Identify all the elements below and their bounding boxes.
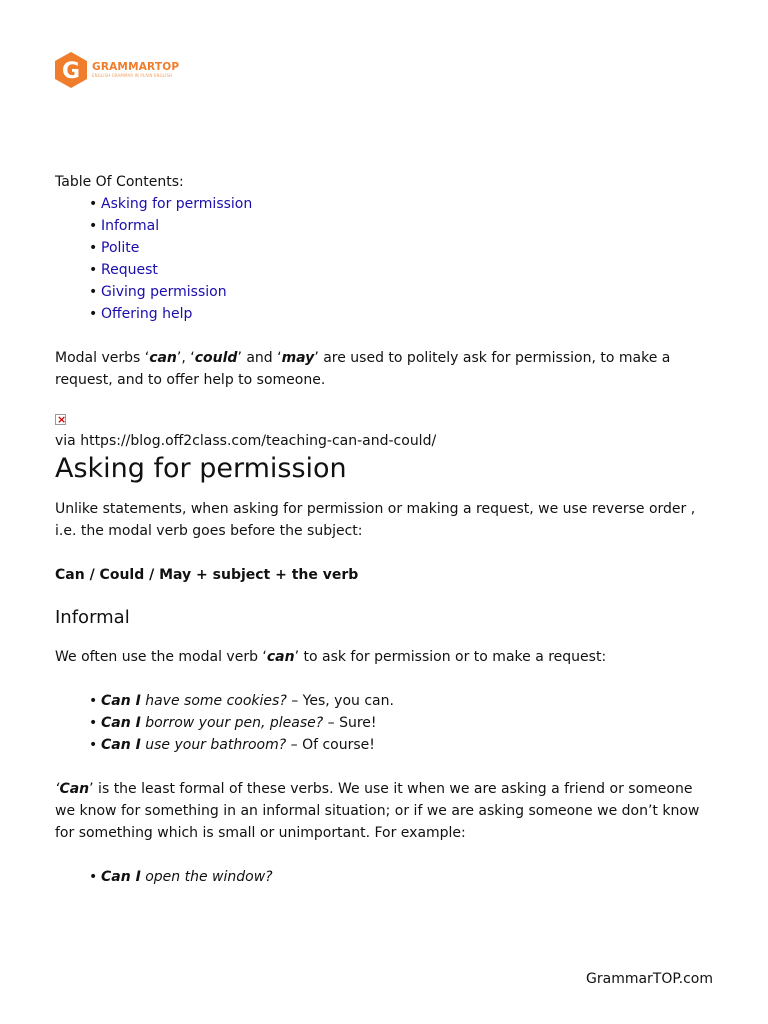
heading-asking-for-permission: Asking for permission bbox=[55, 453, 347, 484]
logo-letter: G bbox=[61, 59, 81, 84]
table-of-contents bbox=[55, 193, 715, 325]
list-item: • Can I use your bathroom? – Of course! bbox=[101, 734, 715, 756]
list-item: • Can I open the window? bbox=[101, 866, 715, 888]
can-formality-paragraph: ‘Can’ is the least formal of these verbs. We use it when we are asking a friend or someone we know for something in an informal situation; or if we are asking someone we don’t know for something which is small or unimportant. For example: bbox=[55, 781, 700, 841]
list-item bbox=[101, 237, 715, 259]
image-caption: via https://blog.off2class.com/teaching-can-and-could/ bbox=[55, 433, 437, 449]
toc-link-informal[interactable]: Informal bbox=[101, 218, 160, 234]
list-item bbox=[101, 303, 715, 325]
informal-examples bbox=[55, 690, 715, 756]
informal-intro: We often use the modal verb ‘can’ to ask for permission or to make a request: bbox=[55, 649, 607, 665]
article-body bbox=[55, 171, 715, 888]
toc-link-asking-for-permission[interactable]: Asking for permission bbox=[101, 196, 253, 212]
can-example-list bbox=[55, 866, 715, 888]
logo-hexagon-icon bbox=[54, 51, 88, 89]
logo-wordmark: GRAMMARTOP bbox=[92, 61, 180, 74]
heading-informal: Informal bbox=[55, 607, 130, 628]
broken-image-icon bbox=[55, 414, 66, 425]
toc-link-polite[interactable]: Polite bbox=[101, 240, 140, 256]
list-item bbox=[101, 281, 715, 303]
modal-can: can bbox=[149, 350, 177, 366]
permission-paragraph: Unlike statements, when asking for permission or making a request, we use reverse order , i.e. the modal verb goes before the subject: bbox=[55, 501, 696, 539]
intro-paragraph: Modal verbs ‘can’, ‘could’ and ‘may’ are used to politely ask for permission, to make a request, and to offer help to someone. bbox=[55, 350, 671, 388]
logo-tagline: ENGLISH GRAMMAR IN PLAIN ENGLISH bbox=[92, 72, 173, 78]
logo[interactable] bbox=[54, 51, 179, 89]
toc-link-giving-permission[interactable]: Giving permission bbox=[101, 284, 227, 300]
modal-may: may bbox=[281, 350, 315, 366]
list-item bbox=[101, 215, 715, 237]
list-item bbox=[101, 193, 715, 215]
list-item bbox=[101, 259, 715, 281]
modal-could: could bbox=[194, 350, 238, 366]
toc-link-offering-help[interactable]: Offering help bbox=[101, 306, 193, 322]
list-item: • Can I borrow your pen, please? – Sure! bbox=[101, 712, 715, 734]
list-item: • Can I have some cookies? – Yes, you can. bbox=[101, 690, 715, 712]
formula: Can / Could / May + subject + the verb bbox=[55, 567, 359, 583]
toc-link-request[interactable]: Request bbox=[101, 262, 158, 278]
toc-title: Table Of Contents: bbox=[55, 174, 184, 190]
footer-site-name: GrammarTOP.com bbox=[586, 971, 713, 987]
